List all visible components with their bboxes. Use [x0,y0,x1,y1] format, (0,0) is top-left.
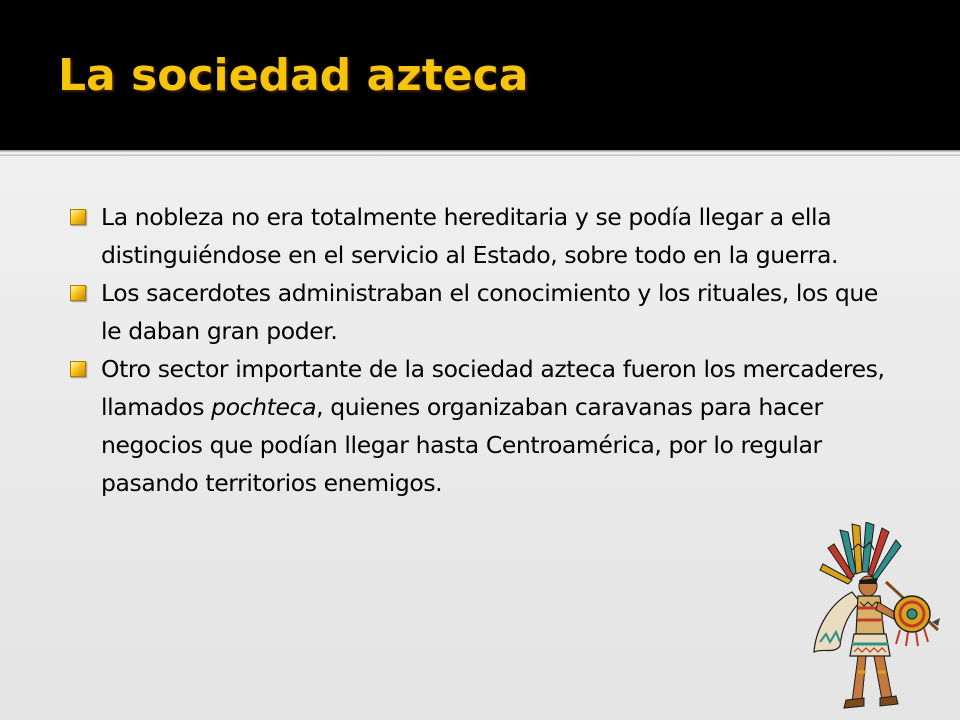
title-bar [0,0,960,150]
square-bullet-icon [70,361,86,377]
slide-title: La sociedad azteca [58,50,529,101]
bullet-text-emphasis: pochteca [211,393,317,421]
square-bullet-icon [70,285,86,301]
bullet-list [70,198,900,502]
bullet-text-before: Otro sector importante de la sociedad azteca fueron los mercaderes, llamados [101,355,885,421]
warrior-leg-left [852,656,866,702]
feather-headdress [820,522,901,584]
bullet-item-merchants [70,350,900,502]
warrior-torso [856,596,884,634]
bullet-item-nobility [70,198,900,274]
warrior-leg-right [874,656,892,700]
bullet-text-after: , quienes organizaban caravanas para hacer negocios que podían llegar hasta Centroamérica, por lo regular pasando territorios enemigos. [101,393,823,497]
bullet-text: La nobleza no era totalmente hereditaria y se podía llegar a ella distinguiéndose en el servicio al Estado, sobre todo en la guerra. [101,203,839,269]
aztec-warrior-illustration [812,522,942,714]
bullet-text: Los sacerdotes administraban el conocimiento y los rituales, los que le daban gran poder. [101,279,878,345]
title-divider [0,150,960,156]
bullet-item-priests [70,274,900,350]
round-shield [894,596,930,646]
square-bullet-icon [70,209,86,225]
